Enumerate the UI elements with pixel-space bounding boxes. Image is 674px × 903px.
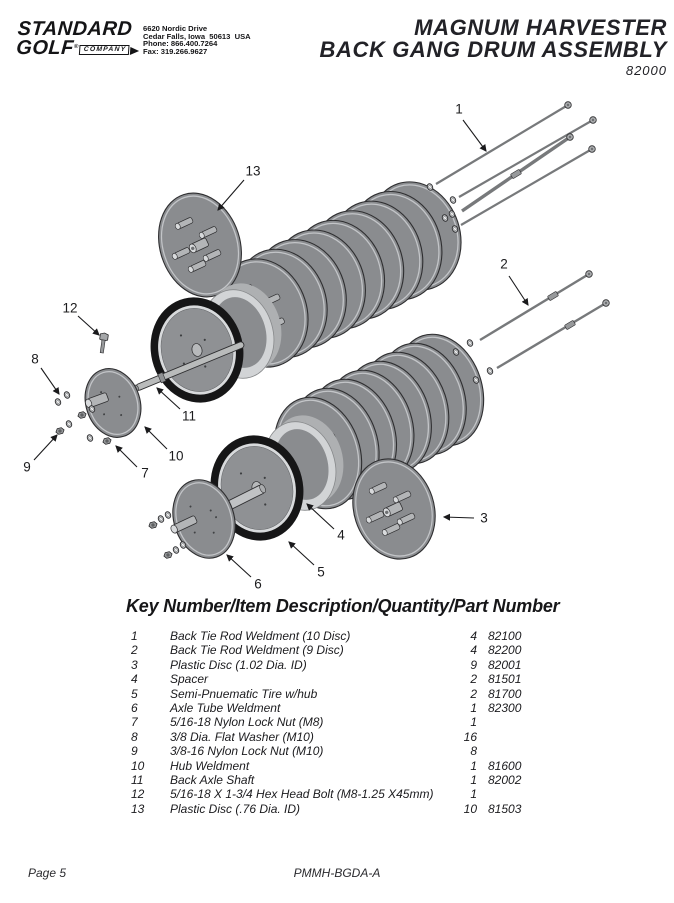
callout-label-10: 10 <box>168 448 184 464</box>
callout-label-1: 1 <box>455 101 463 117</box>
callout-leader <box>78 316 99 335</box>
table-row <box>131 701 567 715</box>
tie-rod <box>480 274 589 340</box>
table-row <box>131 629 567 643</box>
table-row <box>131 687 567 701</box>
part-number: 81700 <box>488 686 522 701</box>
part-number: 81501 <box>488 672 522 687</box>
item-description: Back Tie Rod Weldment (10 Disc) <box>170 629 351 643</box>
logo-line1: STANDARD <box>16 18 134 40</box>
callout-label-2: 2 <box>500 256 508 272</box>
key-number: 2 <box>131 643 138 658</box>
table-row <box>131 744 567 758</box>
part-number: 82002 <box>488 772 522 787</box>
item-description: 5/16-18 Nylon Lock Nut (M8) <box>170 715 324 730</box>
callout-leader <box>145 427 167 449</box>
page-number: Page 5 <box>28 866 67 880</box>
key-table-heading: Key Number/Item Description/Quantity/Part Number <box>126 596 560 616</box>
lock-nut <box>102 437 112 445</box>
part-number: 82300 <box>488 700 522 715</box>
callout-leader <box>41 368 59 394</box>
quantity: 8 <box>470 744 477 759</box>
callout-label-4: 4 <box>337 527 345 543</box>
quantity: 10 <box>463 801 477 816</box>
key-number: 9 <box>131 744 138 759</box>
quantity: 4 <box>470 643 477 658</box>
item-description: Plastic Disc (.76 Dia. ID) <box>170 801 301 816</box>
callout-leader <box>227 555 251 577</box>
item-description: Plastic Disc (1.02 Dia. ID) <box>170 657 307 672</box>
callout-label-9: 9 <box>23 459 31 475</box>
flat-washer <box>466 339 474 347</box>
flat-washer <box>449 196 457 204</box>
parts-table <box>131 629 567 816</box>
flat-washer <box>86 434 94 442</box>
callout-label-11: 11 <box>181 408 197 424</box>
quantity: 1 <box>470 772 477 787</box>
document-code: PMMH-BGDA-A <box>293 866 381 880</box>
key-number: 6 <box>131 700 138 715</box>
page-title <box>320 17 667 78</box>
table-row <box>131 658 567 672</box>
part-number: 81600 <box>488 758 522 773</box>
callout-leader <box>34 435 57 460</box>
address-line: 6620 Nordic Drive <box>143 24 208 33</box>
lock-nut <box>77 411 87 419</box>
title-line1: MAGNUM HARVESTER <box>414 15 667 40</box>
quantity: 1 <box>470 715 477 730</box>
address-line: Cedar Falls, Iowa 50613 USA <box>143 31 251 41</box>
table-row <box>131 802 567 816</box>
table-row <box>131 672 567 686</box>
key-number: 12 <box>131 787 145 802</box>
callout-leader <box>116 446 137 467</box>
key-number: 4 <box>131 672 138 687</box>
part-number: 81503 <box>488 801 522 816</box>
table-row <box>131 787 567 801</box>
lock-nut <box>148 521 158 529</box>
tie-rod <box>461 149 592 225</box>
callout-leader <box>463 120 486 151</box>
key-number: 7 <box>131 715 138 730</box>
parts-rows <box>131 629 567 816</box>
company-address <box>143 25 251 55</box>
pennant-icon <box>130 47 140 55</box>
quantity: 1 <box>470 787 477 802</box>
key-number: 3 <box>131 657 138 672</box>
quantity: 2 <box>470 672 477 687</box>
callout-label-5: 5 <box>317 564 325 580</box>
quantity: 4 <box>470 629 477 643</box>
callout-leader <box>289 542 314 565</box>
part-number: 82100 <box>488 629 522 643</box>
address-line: Fax: 319.266.9627 <box>143 46 208 56</box>
item-description: Semi-Pnuematic Tire w/hub <box>170 686 318 701</box>
key-number: 5 <box>131 686 138 701</box>
table-row <box>131 715 567 729</box>
logo-line2 <box>16 38 140 57</box>
part-number: 82001 <box>488 657 522 672</box>
item-description: Back Axle Shaft <box>170 772 255 787</box>
key-number: 1 <box>131 629 138 643</box>
item-description: Back Tie Rod Weldment (9 Disc) <box>170 643 344 658</box>
item-description: 3/8-16 Nylon Lock Nut (M10) <box>170 744 324 759</box>
key-number: 10 <box>131 758 145 773</box>
title-line2: BACK GANG DRUM ASSEMBLY <box>319 37 667 62</box>
callout-leader <box>509 276 528 305</box>
key-number: 8 <box>131 729 138 744</box>
callout-label-3: 3 <box>480 510 488 526</box>
flat-washer <box>65 420 73 428</box>
table-row <box>131 730 567 744</box>
flat-washer <box>172 546 180 554</box>
flat-washer <box>164 511 172 519</box>
flat-washer <box>54 398 62 406</box>
assembly-part-number: 82000 <box>625 63 667 78</box>
quantity: 1 <box>470 758 477 773</box>
quantity: 9 <box>470 657 477 672</box>
tie-rod <box>497 303 606 368</box>
quantity: 2 <box>470 686 477 701</box>
rod-sleeve <box>547 291 558 301</box>
logo-golf-text: GOLF <box>15 37 75 59</box>
flat-washer <box>486 367 494 375</box>
item-description: Hub Weldment <box>170 758 250 773</box>
standard-golf-logo <box>16 20 142 57</box>
exploded-diagram <box>0 88 674 598</box>
item-description: Axle Tube Weldment <box>170 700 281 715</box>
callout-label-12: 12 <box>62 300 78 316</box>
quantity: 16 <box>463 729 477 744</box>
flat-washer <box>63 391 71 399</box>
rod-sleeve <box>564 320 575 330</box>
rod-sleeve <box>510 169 521 179</box>
callout-label-8: 8 <box>31 351 39 367</box>
lock-nut <box>163 551 173 559</box>
callout-label-6: 6 <box>254 576 262 592</box>
item-description: Spacer <box>170 672 209 687</box>
table-row <box>131 773 567 787</box>
quantity: 1 <box>470 700 477 715</box>
part-number: 82200 <box>488 643 522 658</box>
registered-mark: ® <box>73 44 80 50</box>
item-description: 5/16-18 X 1-3/4 Hex Head Bolt (M8-1.25 X45mm) <box>170 787 434 802</box>
address-line: Phone: 866.400.7264 <box>143 39 218 48</box>
hex-head-bolt <box>98 332 109 353</box>
key-number: 13 <box>131 801 145 816</box>
callout-leader <box>218 180 244 210</box>
flat-washer <box>157 515 165 523</box>
callout-label-13: 13 <box>245 163 261 179</box>
table-row <box>131 759 567 773</box>
item-description: 3/8 Dia. Flat Washer (M10) <box>170 729 314 744</box>
key-number: 11 <box>131 772 144 787</box>
lock-nut <box>55 427 65 435</box>
table-row <box>131 643 567 657</box>
callout-label-7: 7 <box>141 465 149 481</box>
callout-leader <box>444 517 474 518</box>
logo-company-box: COMPANY <box>79 45 129 56</box>
